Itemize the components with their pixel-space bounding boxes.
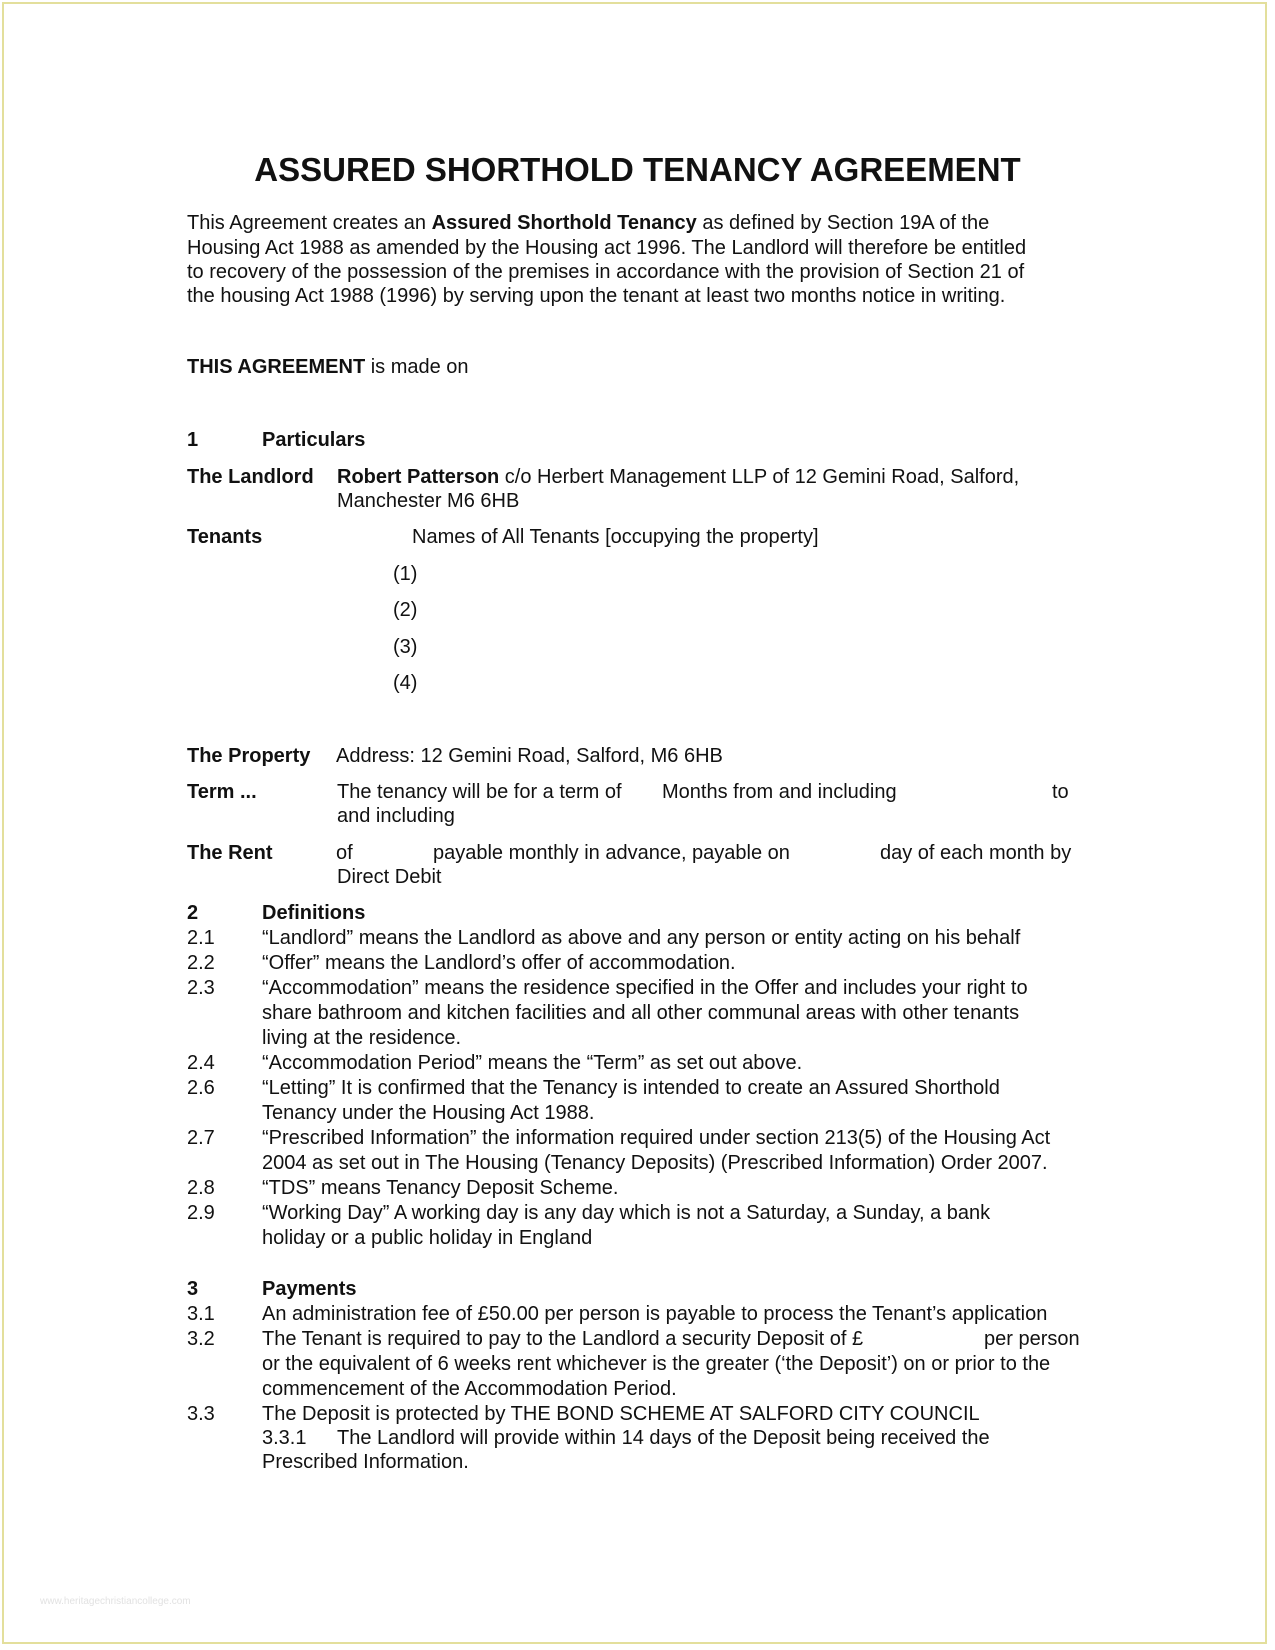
property-address: Address: 12 Gemini Road, Salford, M6 6HB — [336, 745, 723, 767]
clause-number: 2.3 — [187, 977, 215, 999]
clause-text: holiday or a public holiday in England — [262, 1227, 593, 1249]
tenant-slot: (4) — [393, 672, 418, 694]
clause-text: Prescribed Information. — [262, 1451, 469, 1473]
rent-label: The Rent — [187, 842, 273, 864]
agreement-date-line: THIS AGREEMENT is made on — [187, 356, 469, 378]
tenants-description: Names of All Tenants [occupying the property] — [412, 526, 819, 548]
intro-line-4: the housing Act 1988 (1996) by serving upon the tenant at least two months notice in writing. — [187, 285, 1006, 307]
intro-line-1: This Agreement creates an Assured Shorthold Tenancy as defined by Section 19A of the — [187, 212, 990, 234]
rent-text-c: day of each month by — [880, 842, 1072, 864]
tenant-slot: (1) — [393, 563, 418, 585]
clause-text: “Offer” means the Landlord’s offer of accommodation. — [262, 952, 736, 974]
section-heading-definitions: Definitions — [262, 902, 366, 924]
clause-text: An administration fee of £50.00 per person is payable to process the Tenant’s application — [262, 1303, 1048, 1325]
clause-number: 2.4 — [187, 1052, 215, 1074]
clause-text: “Letting” It is confirmed that the Tenancy is intended to create an Assured Shorthold — [262, 1077, 1000, 1099]
section-heading-particulars: Particulars — [262, 429, 366, 451]
clause-text: commencement of the Accommodation Period. — [262, 1378, 677, 1400]
clause-number: 3.3 — [187, 1403, 215, 1425]
landlord-label: The Landlord — [187, 466, 314, 488]
clause-number: 2.9 — [187, 1202, 215, 1224]
clause-text: per person — [984, 1328, 1080, 1350]
property-label: The Property — [187, 745, 311, 767]
clause-text: The Tenant is required to pay to the Landlord a security Deposit of £ — [262, 1328, 864, 1350]
clause-text: “Prescribed Information” the information required under section 213(5) of the Housing Act — [262, 1127, 1051, 1149]
subclause-number: 3.3.1 — [262, 1427, 307, 1449]
watermark-text: www.heritagechristiancollege.com — [40, 1596, 191, 1607]
section-heading-payments: Payments — [262, 1278, 357, 1300]
clause-number: 2.1 — [187, 927, 215, 949]
term-text-a: The tenancy will be for a term of — [337, 781, 622, 803]
term-label: Term ... — [187, 781, 257, 803]
clause-text: Tenancy under the Housing Act 1988. — [262, 1102, 595, 1124]
clause-number: 3.1 — [187, 1303, 215, 1325]
clause-text: 2004 as set out in The Housing (Tenancy Deposits) (Prescribed Information) Order 2007. — [262, 1152, 1048, 1174]
rent-text-b: payable monthly in advance, payable on — [433, 842, 790, 864]
section-number: 3 — [187, 1278, 199, 1300]
clause-text: “Working Day” A working day is any day which is not a Saturday, a Sunday, a bank — [262, 1202, 991, 1224]
term-text-b: Months from and including — [662, 781, 897, 803]
clause-text: or the equivalent of 6 weeks rent whichever is the greater (‘the Deposit’) on or prior to the — [262, 1353, 1051, 1375]
clause-number: 2.7 — [187, 1127, 215, 1149]
section-number: 1 — [187, 429, 199, 451]
clause-text: living at the residence. — [262, 1027, 462, 1049]
clause-text: “Accommodation” means the residence specified in the Offer and includes your right to — [262, 977, 1028, 999]
term-text-c: to — [1052, 781, 1069, 803]
clause-text: “Accommodation Period” means the “Term” as set out above. — [262, 1052, 803, 1074]
clause-text: “Landlord” means the Landlord as above and any person or entity acting on his behalf — [262, 927, 1021, 949]
clause-number: 2.8 — [187, 1177, 215, 1199]
clause-number: 2.2 — [187, 952, 215, 974]
clause-text: The Landlord will provide within 14 days of the Deposit being received the — [337, 1427, 990, 1449]
rent-text-a: of — [336, 842, 353, 864]
clause-number: 2.6 — [187, 1077, 215, 1099]
tenant-slot: (3) — [393, 636, 418, 658]
landlord-address-line-2: Manchester M6 6HB — [337, 490, 520, 512]
tenant-slot: (2) — [393, 599, 418, 621]
rent-line-2: Direct Debit — [337, 866, 442, 888]
intro-line-3: to recovery of the possession of the premises in accordance with the provision of Section 21 of — [187, 261, 1025, 283]
landlord-details: Robert Patterson c/o Herbert Management LLP of 12 Gemini Road, Salford, — [337, 466, 1020, 488]
intro-line-2: Housing Act 1988 as amended by the Housing act 1996. The Landlord will therefore be entitled — [187, 237, 1027, 259]
clause-text: share bathroom and kitchen facilities and all other communal areas with other tenants — [262, 1002, 1020, 1024]
clause-number: 3.2 — [187, 1328, 215, 1350]
tenants-label: Tenants — [187, 526, 263, 548]
term-line-2: and including — [337, 805, 455, 827]
clause-text: “TDS” means Tenancy Deposit Scheme. — [262, 1177, 619, 1199]
section-number: 2 — [187, 902, 199, 924]
document-title: ASSURED SHORTHOLD TENANCY AGREEMENT — [254, 151, 1021, 188]
clause-text: The Deposit is protected by THE BOND SCHEME AT SALFORD CITY COUNCIL — [262, 1403, 980, 1425]
